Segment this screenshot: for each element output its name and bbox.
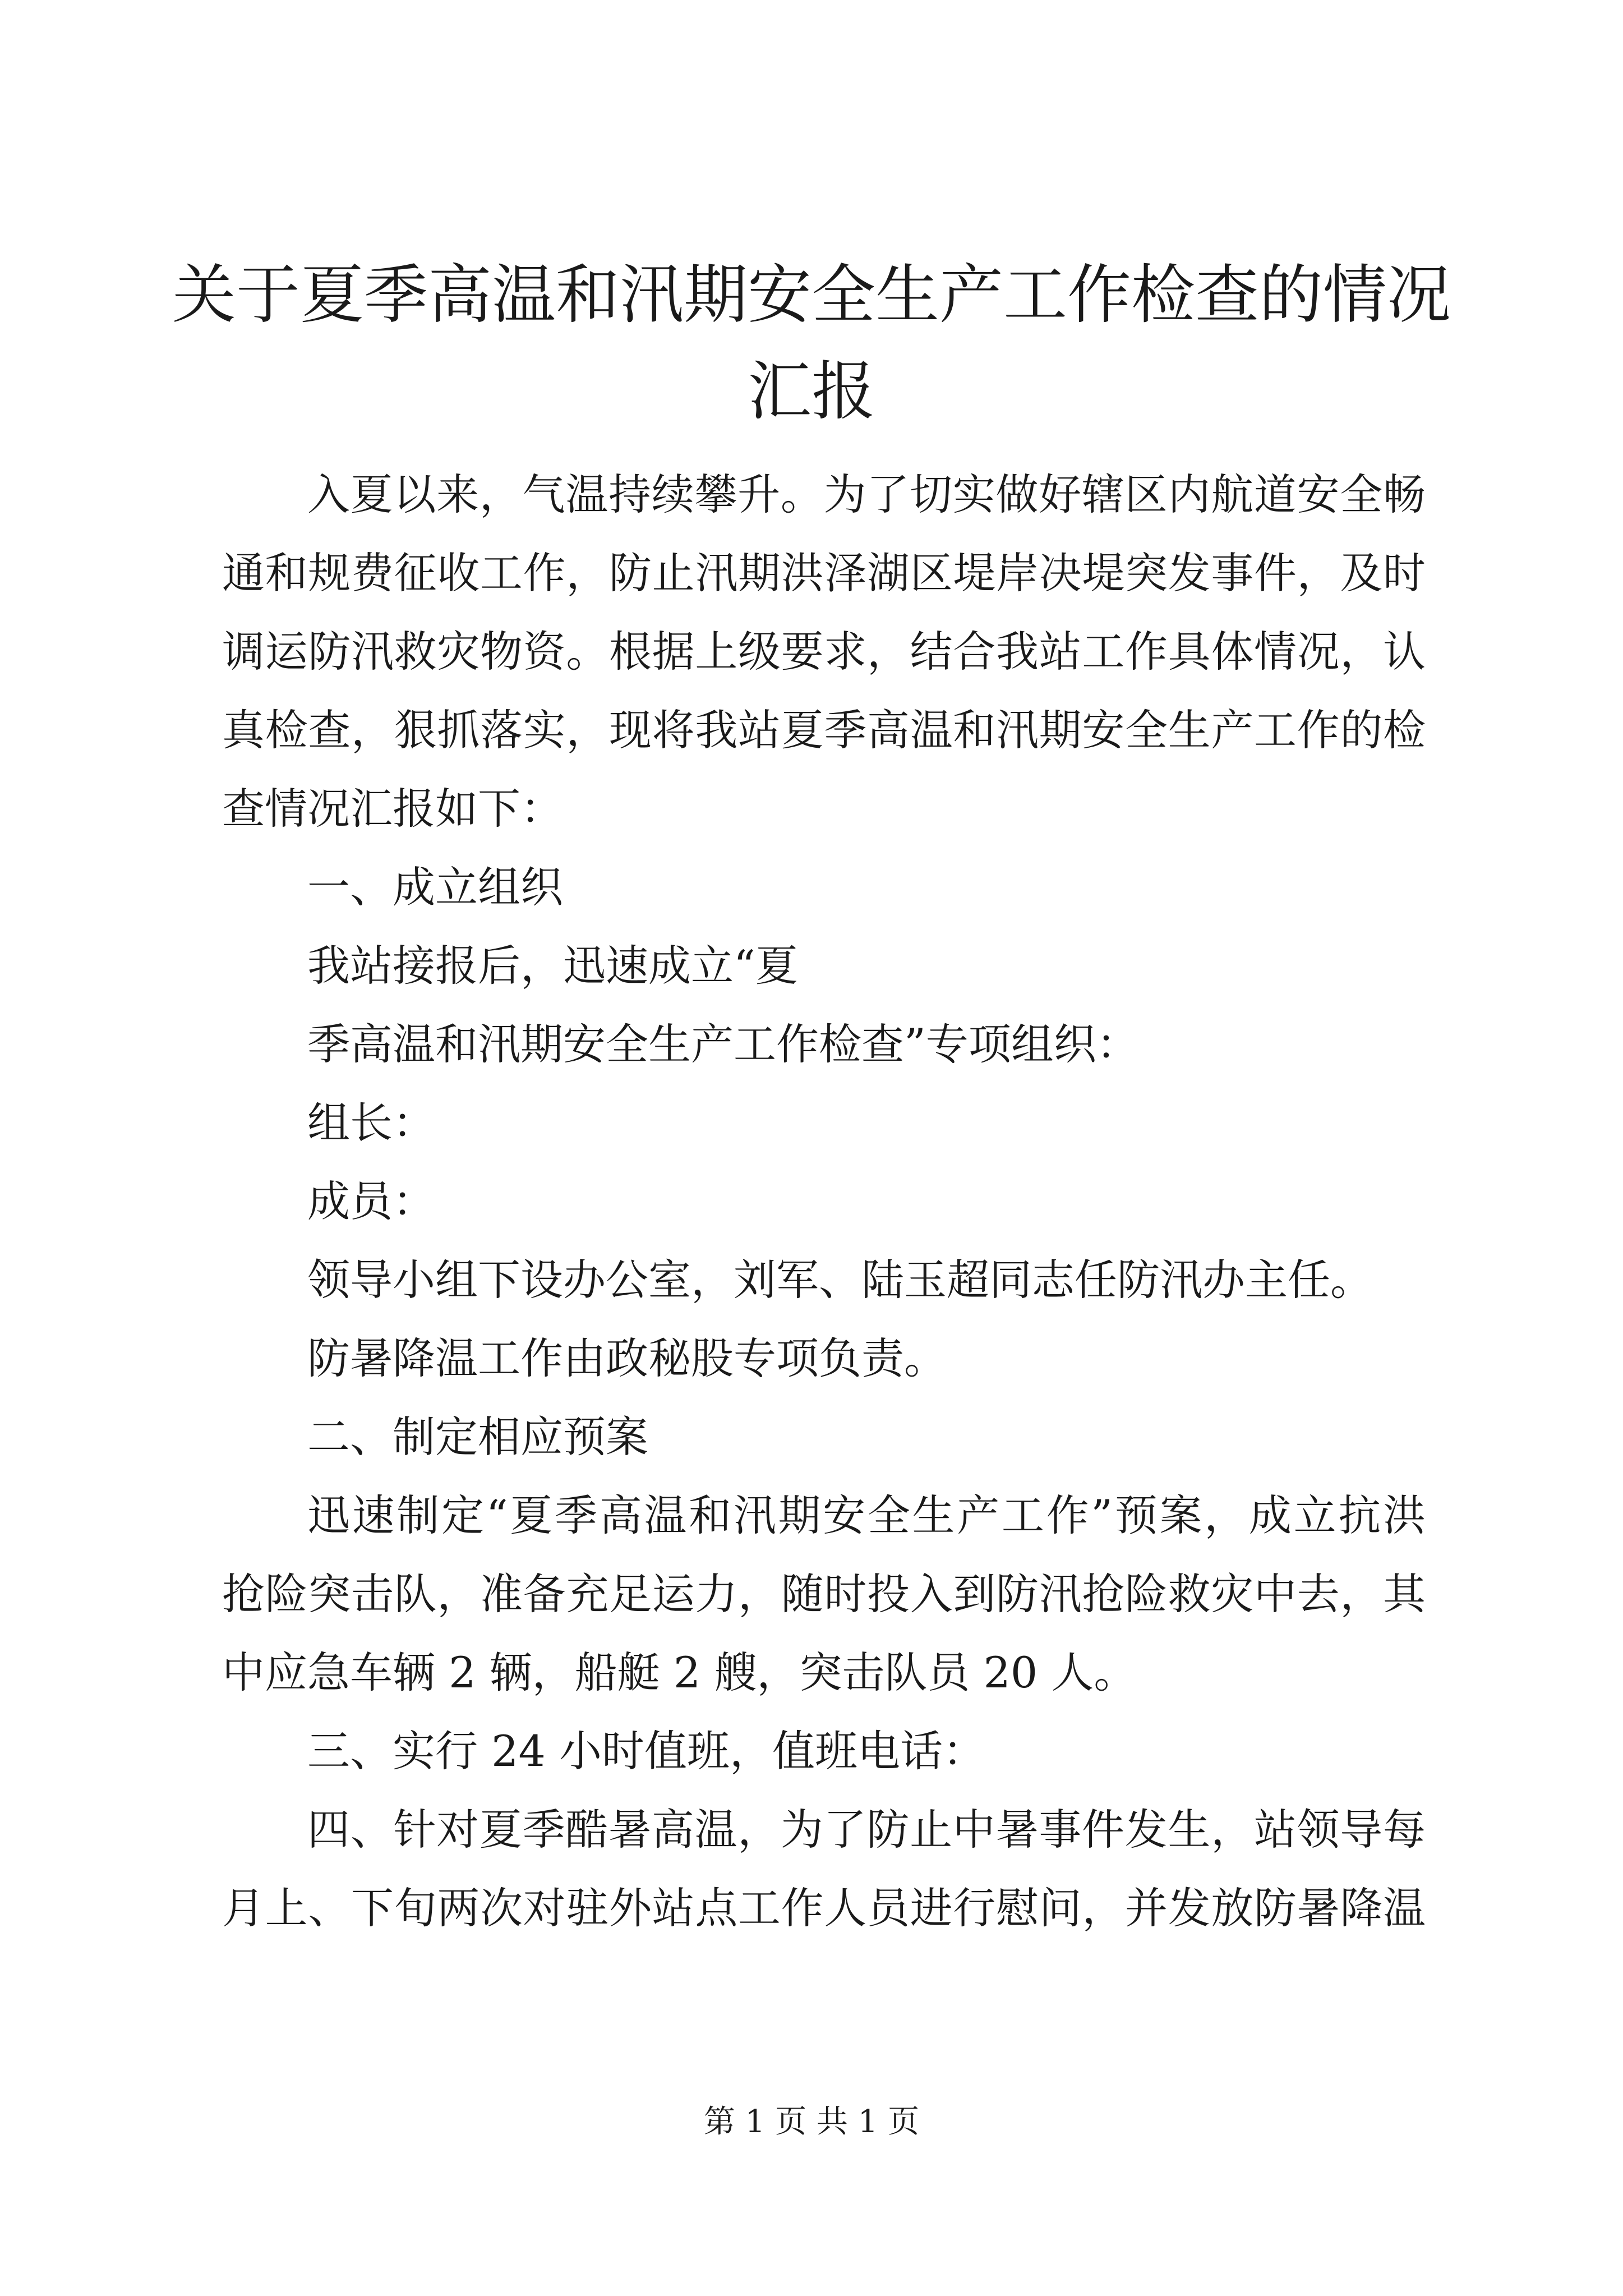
title-line: 关于夏季高温和汛期安全生产工作检查的情况 bbox=[172, 257, 1451, 332]
body-text-line: 领导小组下设办公室，刘军、陆玉超同志任防汛办主任。 bbox=[307, 1255, 1373, 1305]
body-text-line: 三、实行 24 小时值班，值班电话： bbox=[307, 1726, 986, 1776]
body-text-line: 入夏以来，气温持续攀升。为了切实做好辖区内航道安全畅 bbox=[307, 470, 1426, 519]
body-text-line: 查情况汇报如下： bbox=[222, 784, 563, 834]
body-text-line: 我站接报后，迅速成立“夏 bbox=[307, 941, 798, 991]
document-title bbox=[168, 247, 1455, 440]
title-line: 汇报 bbox=[747, 354, 875, 429]
body-text-line: 抢险突击队，准备充足运力，随时投入到防汛抢险救灾中去，其 bbox=[222, 1569, 1426, 1619]
body-text-line: 迅速制定“夏季高温和汛期安全生产工作”预案，成立抗洪 bbox=[307, 1490, 1426, 1540]
body-text-line: 成员： bbox=[307, 1176, 435, 1226]
body-text-line: 一、成立组织 bbox=[307, 862, 563, 912]
body-text-line: 调运防汛救灾物资。根据上级要求，结合我站工作具体情况，认 bbox=[222, 627, 1426, 677]
body-text-line: 真检查，狠抓落实，现将我站夏季高温和汛期安全生产工作的检 bbox=[222, 705, 1426, 755]
body-text-line: 中应急车辆 2 辆，船艇 2 艘，突击队员 20 人。 bbox=[222, 1648, 1137, 1697]
page-footer: 第 1 页 共 1 页 bbox=[703, 2104, 920, 2140]
body-text-line: 防暑降温工作由政秘股专项负责。 bbox=[307, 1333, 947, 1383]
document-body bbox=[222, 455, 1426, 1948]
body-text-line: 二、制定相应预案 bbox=[307, 1412, 648, 1462]
body-text-line: 季高温和汛期安全生产工作检查”专项组织： bbox=[307, 1019, 1139, 1069]
body-text-line: 四、针对夏季酷暑高温，为了防止中暑事件发生，站领导每 bbox=[307, 1805, 1426, 1855]
body-text-line: 月上、下旬两次对驻外站点工作人员进行慰问，并发放防暑降温 bbox=[222, 1883, 1426, 1933]
body-text-line: 通和规费征收工作，防止汛期洪泽湖区堤岸决堤突发事件，及时 bbox=[222, 548, 1426, 598]
body-text-line: 组长： bbox=[307, 1098, 435, 1148]
